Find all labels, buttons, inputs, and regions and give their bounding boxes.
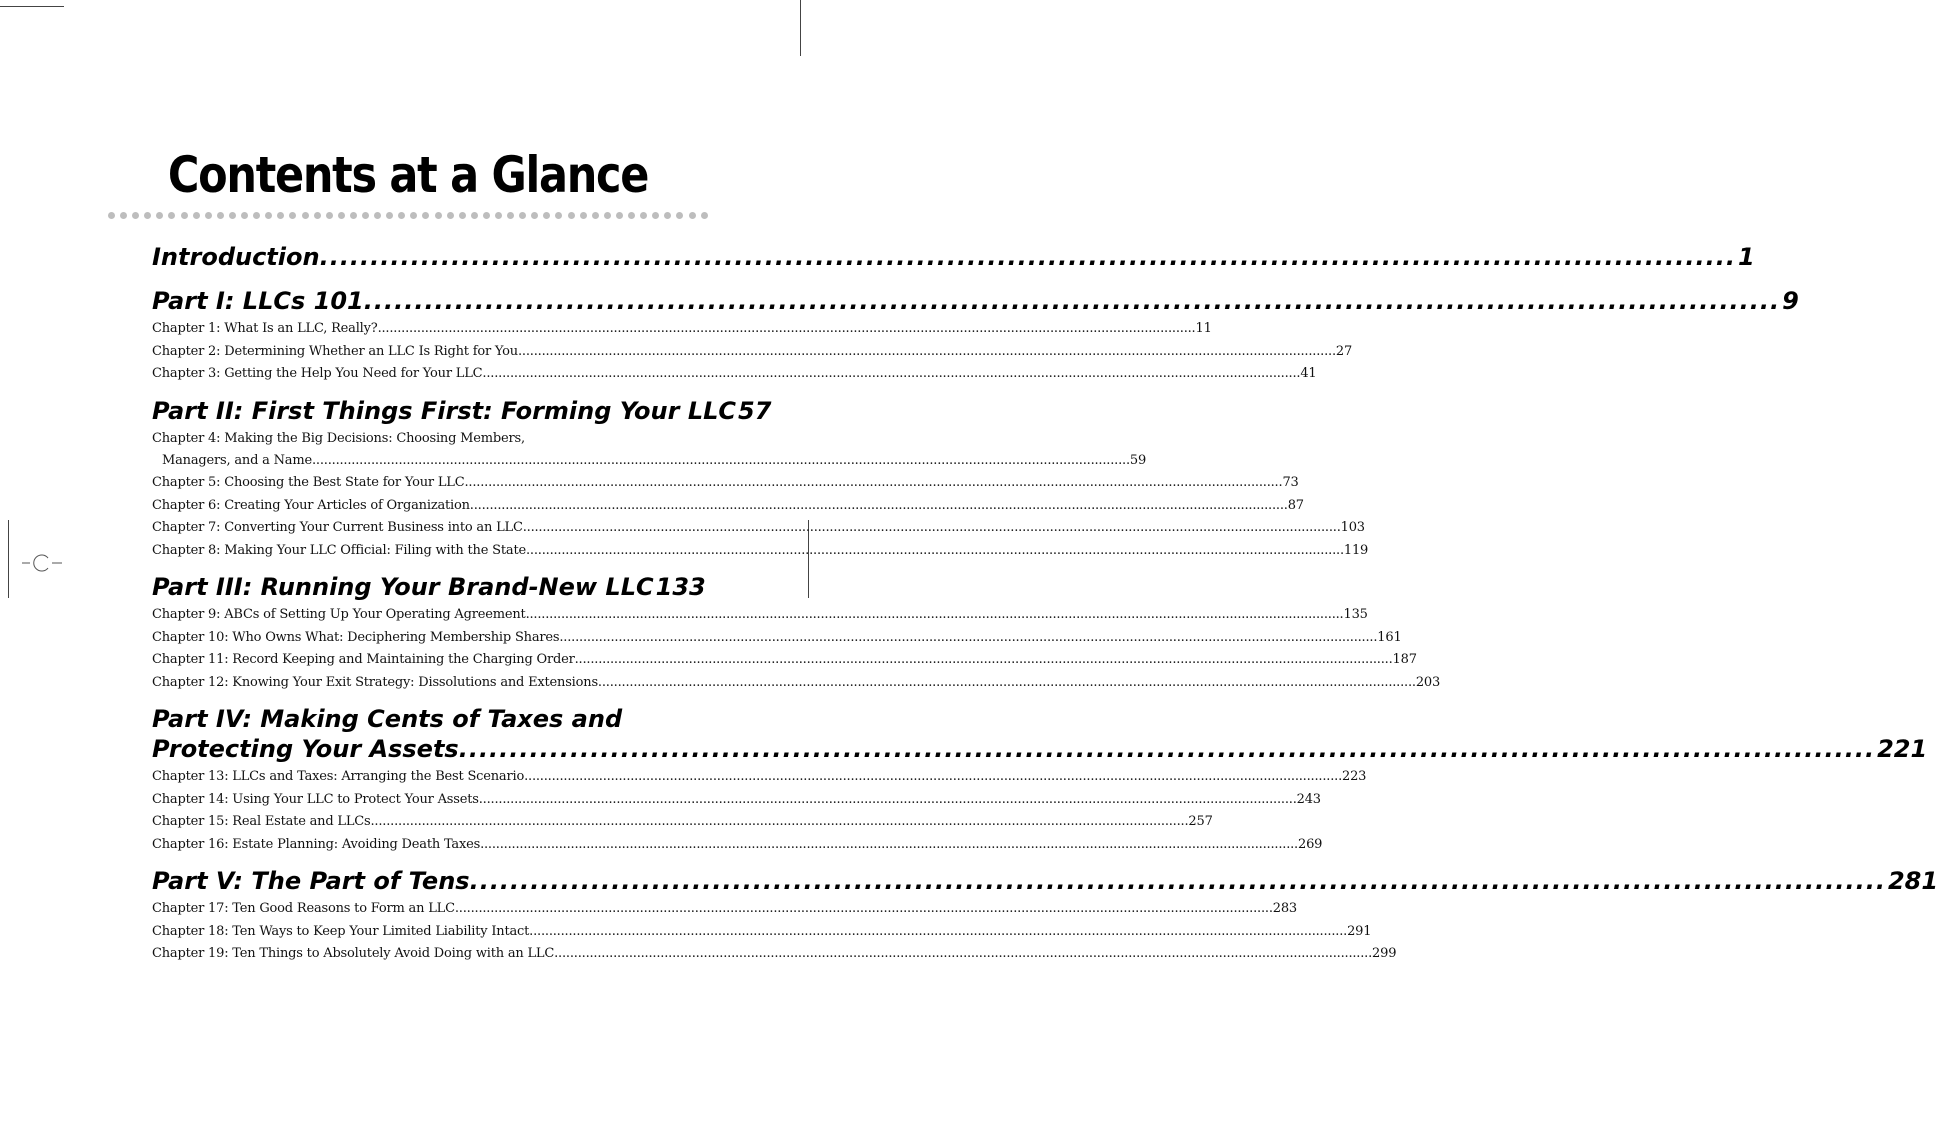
chapter-label: Chapter 9: ABCs of Setting Up Your Operating Agreement [152,607,526,622]
toc-chapter-9[interactable] [152,604,1368,627]
chapter-label: Chapter 8: Making Your LLC Official: Filing with the State [152,542,526,558]
toc-chapter-15[interactable] [152,811,1213,834]
page-number: 223 [1342,769,1367,784]
toc-chapter-8[interactable] [152,540,1369,563]
chapter-label: Chapter 2: Determining Whether an LLC Is Right for You [152,343,518,359]
page-number: 135 [1343,607,1368,622]
chapter-label: Chapter 18: Ten Ways to Keep Your Limited Liability Intact [152,923,530,939]
page-number: 59 [1129,452,1147,468]
chapter-label: Chapter 11: Record Keeping and Maintaining the Charging Order [152,652,575,667]
toc-part-4[interactable] [152,734,1928,764]
page-number: 203 [1415,674,1441,690]
toc-part-2[interactable] [152,396,772,426]
crop-mark-top-left [0,6,64,7]
chapter-label: Chapter 16: Estate Planning: Avoiding Death Taxes [152,836,481,852]
page-number: 281 [1887,867,1938,895]
toc-chapter-3[interactable] [152,363,1317,386]
chapter-label: Chapter 5: Choosing the Best State for Your LLC [152,475,465,490]
toc-chapter-6[interactable] [152,495,1304,518]
page-number: 283 [1272,901,1297,916]
toc-introduction[interactable] [152,242,1755,272]
toc-chapter-4-line1[interactable]: Chapter 4: Making the Big Decisions: Choosing Members, [152,430,525,446]
page-number: 291 [1347,923,1372,939]
page-number: 87 [1287,497,1304,513]
chapter-label: Chapter 15: Real Estate and LLCs [152,814,371,829]
page-number: 161 [1377,629,1402,645]
page-number: 11 [1195,321,1212,336]
page-number: 9 [1782,287,1799,315]
toc-part-1[interactable] [152,286,1799,316]
page-number: 269 [1298,836,1323,852]
chapter-label: Chapter 14: Using Your LLC to Protect Your Assets [152,791,479,807]
toc-chapter-1[interactable] [152,318,1212,341]
crop-mark-top-right [800,0,801,56]
page-number: 57 [738,396,772,425]
toc-chapter-12[interactable] [152,672,1441,695]
part-label: Part III: Running Your Brand-New LLC [152,573,654,601]
chapter-label: Chapter 7: Converting Your Current Business into an LLC [152,520,523,535]
toc-chapter-7[interactable] [152,517,1365,540]
page-number: 299 [1372,946,1397,961]
page-number: 41 [1300,366,1317,381]
toc-chapter-4[interactable] [152,450,1147,473]
chapter-label: Chapter 12: Knowing Your Exit Strategy: Dissolutions and Extensions [152,674,598,690]
page-number: 119 [1343,542,1369,558]
registration-mark-icon [0,554,64,572]
toc-part-4-line1[interactable]: Part IV: Making Cents of Taxes and [152,705,623,733]
toc-chapter-17[interactable] [152,898,1297,921]
toc-part-3[interactable] [152,572,706,602]
toc-chapter-19[interactable] [152,943,1397,966]
part-label: Part V: The Part of Tens [152,867,470,895]
part-label: Part II: First Things First: Forming Your LLC [152,396,737,425]
toc-chapter-14[interactable] [152,789,1321,812]
chapter-label: Chapter 10: Who Owns What: Deciphering Membership Shares [152,629,560,645]
toc-part-5[interactable] [152,866,1938,896]
page-number: 73 [1282,475,1299,490]
part-label: Part I: LLCs 101 [152,287,364,315]
toc-chapter-18[interactable] [152,921,1372,944]
decorative-dot-divider [108,209,708,221]
part-label: Introduction [152,243,320,271]
toc-chapter-11[interactable] [152,649,1417,672]
page-number: 257 [1188,814,1213,829]
chapter-label: Chapter 3: Getting the Help You Need for Your LLC [152,366,483,381]
chapter-label: Managers, and a Name [162,452,312,468]
toc-chapter-16[interactable] [152,834,1323,857]
chapter-label: Chapter 17: Ten Good Reasons to Form an LLC [152,901,455,916]
page-number: 1 [1737,243,1755,271]
chapter-label: Chapter 13: LLCs and Taxes: Arranging the Best Scenario [152,769,525,784]
chapter-label: Chapter 1: What Is an LLC, Really? [152,321,378,336]
page-number: 27 [1335,343,1353,359]
page-number: 103 [1340,520,1365,535]
table-of-contents [152,242,1938,966]
toc-chapter-13[interactable] [152,766,1367,789]
page-number: 221 [1877,735,1928,763]
part-label: Protecting Your Assets [152,735,459,763]
toc-chapter-10[interactable] [152,627,1402,650]
page-number: 243 [1296,791,1321,807]
chapter-label: Chapter 6: Creating Your Articles of Organization [152,497,470,513]
toc-chapter-5[interactable] [152,472,1299,495]
page-number: 187 [1392,652,1417,667]
chapter-label: Chapter 19: Ten Things to Absolutely Avoid Doing with an LLC [152,946,555,961]
page-number: 133 [655,573,706,601]
page-title: Contents at a Glance [167,146,649,204]
toc-chapter-2[interactable] [152,341,1353,364]
